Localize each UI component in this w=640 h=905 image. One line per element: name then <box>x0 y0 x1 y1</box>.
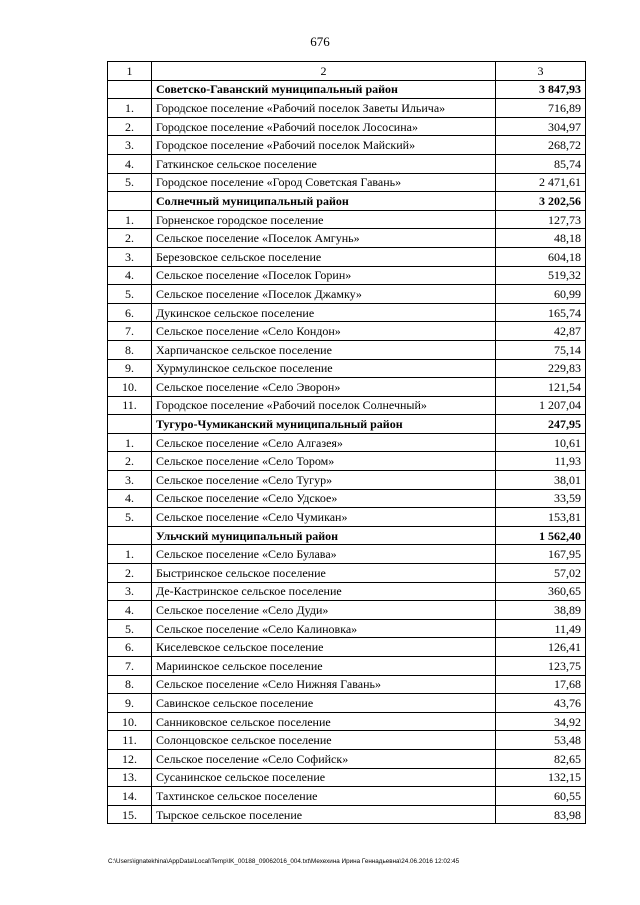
row-value: 126,41 <box>496 638 586 657</box>
table-row <box>108 117 586 136</box>
row-number: 12. <box>108 749 152 768</box>
row-name: Городское поселение «Рабочий поселок Заветы Ильича» <box>152 99 496 118</box>
row-value: 153,81 <box>496 508 586 527</box>
row-value: 268,72 <box>496 136 586 155</box>
row-name: Сельское поселение «Село Алгазея» <box>152 433 496 452</box>
row-value: 604,18 <box>496 247 586 266</box>
row-number: 3. <box>108 582 152 601</box>
column-header-value: 3 <box>496 62 586 81</box>
table-row <box>108 396 586 415</box>
budget-table <box>107 61 586 824</box>
row-value: 167,95 <box>496 545 586 564</box>
row-name: Сельское поселение «Село Чумикан» <box>152 508 496 527</box>
row-number <box>108 526 152 545</box>
row-name: Сельское поселение «Село Дуди» <box>152 601 496 620</box>
row-number: 8. <box>108 675 152 694</box>
row-value: 247,95 <box>496 415 586 434</box>
row-number <box>108 80 152 99</box>
row-value: 165,74 <box>496 303 586 322</box>
row-name: Тахтинское сельское поселение <box>152 787 496 806</box>
row-name: Ульчский муниципальный район <box>152 526 496 545</box>
row-number: 1. <box>108 99 152 118</box>
row-number: 10. <box>108 712 152 731</box>
row-value: 57,02 <box>496 564 586 583</box>
row-name: Сельское поселение «Село Тором» <box>152 452 496 471</box>
row-value: 127,73 <box>496 210 586 229</box>
table-row <box>108 378 586 397</box>
table-row <box>108 285 586 304</box>
row-number: 5. <box>108 285 152 304</box>
row-number <box>108 415 152 434</box>
row-name: Мариинское сельское поселение <box>152 657 496 676</box>
row-value: 43,76 <box>496 694 586 713</box>
row-number: 13. <box>108 768 152 787</box>
table-row <box>108 173 586 192</box>
table-row <box>108 675 586 694</box>
row-number: 11. <box>108 396 152 415</box>
table-row <box>108 805 586 824</box>
row-value: 229,83 <box>496 359 586 378</box>
table-row <box>108 582 586 601</box>
table-row <box>108 749 586 768</box>
row-name: Сельское поселение «Поселок Джамку» <box>152 285 496 304</box>
row-name: Сельское поселение «Село Тугур» <box>152 471 496 490</box>
row-name: Сусанинское сельское поселение <box>152 768 496 787</box>
table-row <box>108 247 586 266</box>
row-name: Сельское поселение «Село Нижняя Гавань» <box>152 675 496 694</box>
row-value: 1 562,40 <box>496 526 586 545</box>
row-name: Советско-Гаванский муниципальный район <box>152 80 496 99</box>
row-number: 6. <box>108 638 152 657</box>
row-name: Киселевское сельское поселение <box>152 638 496 657</box>
row-number: 3. <box>108 136 152 155</box>
row-value: 82,65 <box>496 749 586 768</box>
table-row <box>108 359 586 378</box>
table-row <box>108 601 586 620</box>
row-name: Городское поселение «Город Советская Гавань» <box>152 173 496 192</box>
row-number: 5. <box>108 173 152 192</box>
row-value: 48,18 <box>496 229 586 248</box>
row-number: 6. <box>108 303 152 322</box>
table-row <box>108 266 586 285</box>
row-name: Хурмулинское сельское поселение <box>152 359 496 378</box>
row-number: 2. <box>108 117 152 136</box>
row-name: Сельское поселение «Село Кондон» <box>152 322 496 341</box>
row-value: 38,01 <box>496 471 586 490</box>
table-row <box>108 154 586 173</box>
row-name: Сельское поселение «Поселок Горин» <box>152 266 496 285</box>
table-row <box>108 657 586 676</box>
row-number: 4. <box>108 601 152 620</box>
row-value: 123,75 <box>496 657 586 676</box>
row-number: 8. <box>108 340 152 359</box>
row-name: Санниковское сельское поселение <box>152 712 496 731</box>
row-value: 83,98 <box>496 805 586 824</box>
row-number: 14. <box>108 787 152 806</box>
row-number: 5. <box>108 619 152 638</box>
table-row <box>108 489 586 508</box>
table-row <box>108 694 586 713</box>
row-value: 716,89 <box>496 99 586 118</box>
row-name: Сельское поселение «Село Калиновка» <box>152 619 496 638</box>
row-value: 304,97 <box>496 117 586 136</box>
table-row <box>108 452 586 471</box>
row-name: Дукинское сельское поселение <box>152 303 496 322</box>
row-value: 60,99 <box>496 285 586 304</box>
table-row <box>108 731 586 750</box>
table-row <box>108 768 586 787</box>
table-row <box>108 545 586 564</box>
row-name: Харпичанское сельское поселение <box>152 340 496 359</box>
table-row <box>108 564 586 583</box>
table-row <box>108 229 586 248</box>
row-value: 360,65 <box>496 582 586 601</box>
page-number: 676 <box>310 34 330 49</box>
row-name: Городское поселение «Рабочий поселок Лососина» <box>152 117 496 136</box>
row-number: 1. <box>108 210 152 229</box>
row-number: 4. <box>108 154 152 173</box>
table-row <box>108 471 586 490</box>
row-value: 53,48 <box>496 731 586 750</box>
district-row <box>108 80 586 99</box>
row-name: Быстринское сельское поселение <box>152 564 496 583</box>
table-row <box>108 340 586 359</box>
row-value: 121,54 <box>496 378 586 397</box>
table-row <box>108 433 586 452</box>
row-number: 3. <box>108 471 152 490</box>
row-name: Сельское поселение «Село Булава» <box>152 545 496 564</box>
row-number: 15. <box>108 805 152 824</box>
row-number: 10. <box>108 378 152 397</box>
row-value: 132,15 <box>496 768 586 787</box>
row-value: 42,87 <box>496 322 586 341</box>
column-header-number: 1 <box>108 62 152 81</box>
row-name: Тугуро-Чумиканский муниципальный район <box>152 415 496 434</box>
row-name: Де-Кастринское сельское поселение <box>152 582 496 601</box>
row-number: 3. <box>108 247 152 266</box>
district-row <box>108 192 586 211</box>
row-number: 2. <box>108 564 152 583</box>
column-header-name: 2 <box>152 62 496 81</box>
row-name: Городское поселение «Рабочий поселок Майский» <box>152 136 496 155</box>
table-row <box>108 303 586 322</box>
row-value: 38,89 <box>496 601 586 620</box>
row-number <box>108 192 152 211</box>
row-value: 60,55 <box>496 787 586 806</box>
row-number: 4. <box>108 489 152 508</box>
table-row <box>108 712 586 731</box>
row-number: 5. <box>108 508 152 527</box>
row-name: Сельское поселение «Село Удское» <box>152 489 496 508</box>
row-number: 7. <box>108 322 152 341</box>
table-row <box>108 210 586 229</box>
row-name: Сельское поселение «Поселок Амгунь» <box>152 229 496 248</box>
row-number: 2. <box>108 452 152 471</box>
row-value: 11,49 <box>496 619 586 638</box>
row-value: 10,61 <box>496 433 586 452</box>
table-row <box>108 508 586 527</box>
table-row <box>108 136 586 155</box>
row-name: Городское поселение «Рабочий поселок Солнечный» <box>152 396 496 415</box>
row-value: 2 471,61 <box>496 173 586 192</box>
row-name: Сельское поселение «Село Эворон» <box>152 378 496 397</box>
table-row <box>108 99 586 118</box>
table-row <box>108 638 586 657</box>
row-name: Сельское поселение «Село Софийск» <box>152 749 496 768</box>
row-name: Солнечный муниципальный район <box>152 192 496 211</box>
row-name: Тырское сельское поселение <box>152 805 496 824</box>
row-value: 75,14 <box>496 340 586 359</box>
row-value: 33,59 <box>496 489 586 508</box>
row-value: 3 847,93 <box>496 80 586 99</box>
row-name: Березовское сельское поселение <box>152 247 496 266</box>
district-row <box>108 415 586 434</box>
row-value: 1 207,04 <box>496 396 586 415</box>
row-number: 11. <box>108 731 152 750</box>
row-number: 9. <box>108 359 152 378</box>
table-row <box>108 322 586 341</box>
row-name: Солонцовское сельское поселение <box>152 731 496 750</box>
row-name: Гаткинское сельское поселение <box>152 154 496 173</box>
row-name: Горненское городское поселение <box>152 210 496 229</box>
row-name: Савинское сельское поселение <box>152 694 496 713</box>
row-number: 4. <box>108 266 152 285</box>
row-number: 2. <box>108 229 152 248</box>
district-row <box>108 526 586 545</box>
row-value: 17,68 <box>496 675 586 694</box>
footer-file-path: C:\Users\ignatekhina\AppData\Local\Temp\IK_00188_09062016_004.txt\Мехехина Ирина Геннадьевна\24.06.2016 12:02:45 <box>108 858 460 865</box>
row-number: 7. <box>108 657 152 676</box>
row-value: 519,32 <box>496 266 586 285</box>
table-body <box>108 80 586 824</box>
row-number: 1. <box>108 433 152 452</box>
table-row <box>108 619 586 638</box>
row-number: 9. <box>108 694 152 713</box>
table-header-row <box>108 62 586 81</box>
row-value: 3 202,56 <box>496 192 586 211</box>
row-value: 11,93 <box>496 452 586 471</box>
table-row <box>108 787 586 806</box>
row-number: 1. <box>108 545 152 564</box>
row-value: 34,92 <box>496 712 586 731</box>
row-value: 85,74 <box>496 154 586 173</box>
